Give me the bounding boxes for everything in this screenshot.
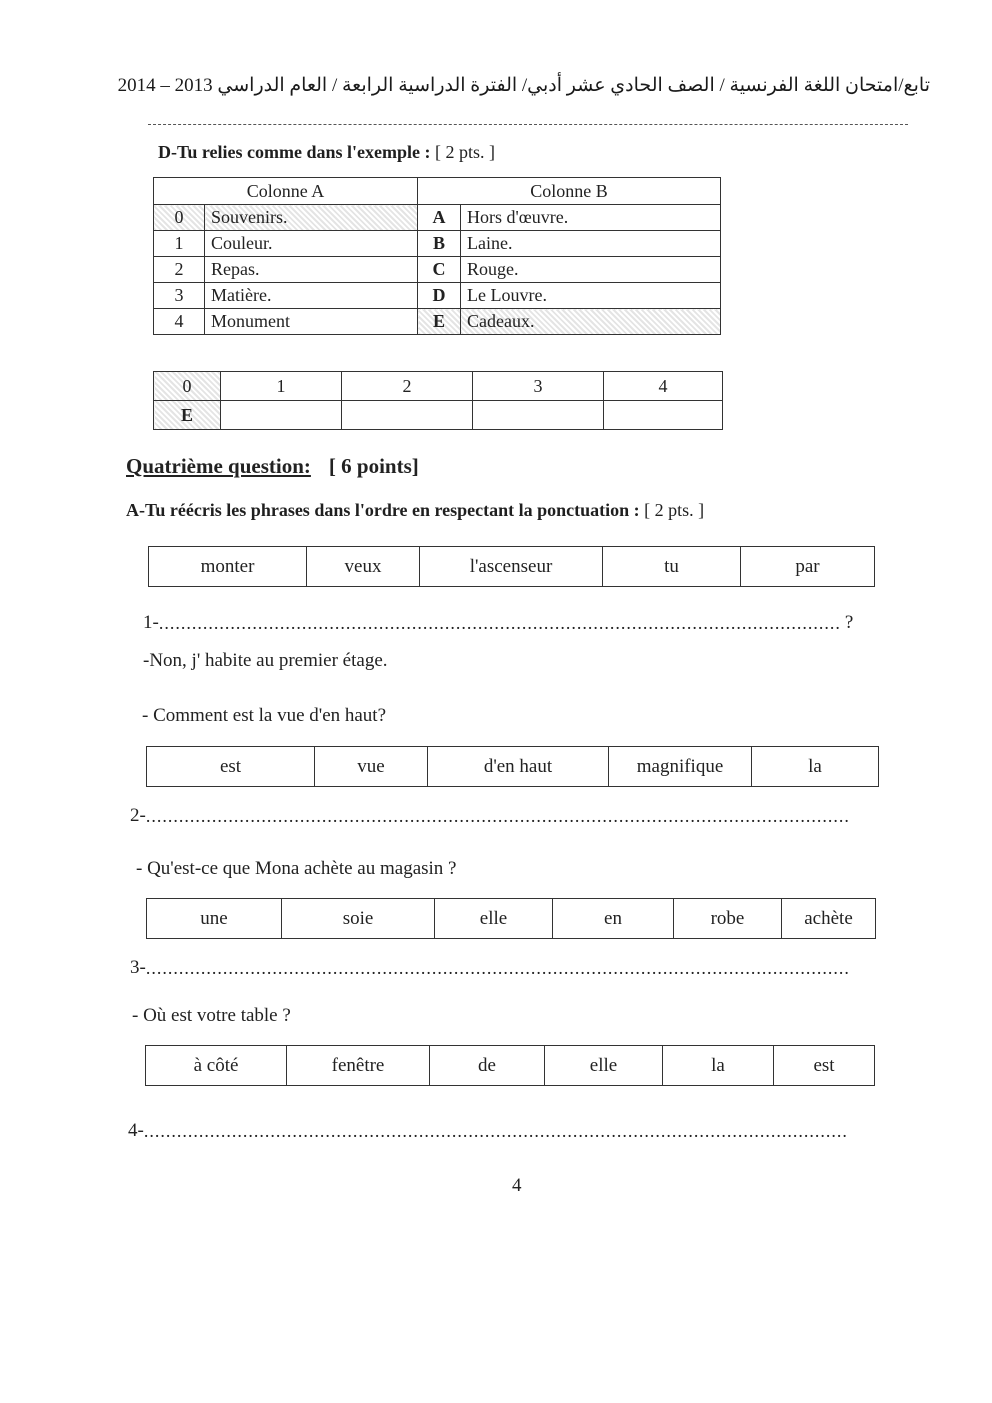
answer-label: 3- bbox=[130, 957, 146, 978]
word-tile: une bbox=[147, 899, 282, 939]
question-4-heading bbox=[126, 454, 419, 479]
table-row bbox=[154, 309, 721, 335]
dotted-line: ............................................................................................................................ bbox=[158, 613, 841, 633]
word-box-1 bbox=[148, 546, 875, 587]
word-tile: vue bbox=[315, 747, 428, 787]
answer-label: 2- bbox=[130, 805, 146, 826]
column-a-item: Repas. bbox=[205, 257, 418, 283]
word-tile: achète bbox=[782, 899, 876, 939]
word-box-2 bbox=[146, 746, 879, 787]
row-number: 4 bbox=[154, 309, 205, 335]
word-tile: par bbox=[741, 547, 875, 587]
row-letter: A bbox=[418, 205, 461, 231]
column-a-item: Monument bbox=[205, 309, 418, 335]
word-tile: fenêtre bbox=[287, 1046, 430, 1086]
answer-line-2[interactable] bbox=[130, 805, 870, 827]
answer-header: 3 bbox=[473, 372, 604, 401]
word-tile: est bbox=[774, 1046, 875, 1086]
word-tile: elle bbox=[545, 1046, 663, 1086]
answer-cell[interactable] bbox=[342, 401, 473, 430]
word-tile: la bbox=[752, 747, 879, 787]
answer-cell[interactable] bbox=[473, 401, 604, 430]
word-tile: veux bbox=[307, 547, 420, 587]
column-a-header: Colonne A bbox=[154, 178, 418, 205]
column-b-item: Le Louvre. bbox=[461, 283, 721, 309]
word-tile: en bbox=[553, 899, 674, 939]
row-number: 2 bbox=[154, 257, 205, 283]
dotted-line: ................................................................................................................................ bbox=[145, 806, 850, 826]
section-a-points: [ 2 pts. ] bbox=[644, 500, 705, 520]
prompt-2: - Comment est la vue d'en haut? bbox=[142, 705, 387, 726]
dotted-line: ................................................................................................................................ bbox=[145, 958, 850, 978]
exam-header: تابع/امتحان اللغة الفرنسية / الصف الحادي عشر أدبي/ الفترة الدراسية الرابعة / العام الدراسي 2013 – 2014 bbox=[117, 75, 930, 96]
row-number: 1 bbox=[154, 231, 205, 257]
table-row bbox=[154, 205, 721, 231]
word-tile: tu bbox=[603, 547, 741, 587]
answer-line-1[interactable] bbox=[143, 612, 873, 634]
table-row bbox=[154, 283, 721, 309]
column-b-item: Laine. bbox=[461, 231, 721, 257]
section-d-instruction: D-Tu relies comme dans l'exemple : bbox=[158, 142, 431, 162]
table-row bbox=[154, 231, 721, 257]
section-d-title bbox=[158, 142, 495, 163]
question-4-points: [ 6 points] bbox=[328, 454, 419, 478]
answer-grid bbox=[153, 371, 723, 430]
answer-cell: E bbox=[154, 401, 221, 430]
page-number: 4 bbox=[512, 1175, 522, 1196]
dotted-line: ................................................................................................................................ bbox=[143, 1121, 848, 1141]
answer-label: 4- bbox=[128, 1120, 144, 1141]
word-tile: de bbox=[430, 1046, 545, 1086]
word-tile: monter bbox=[149, 547, 307, 587]
word-tile: magnifique bbox=[609, 747, 752, 787]
question-4-title: Quatrième question: bbox=[126, 454, 311, 478]
section-d-points: [ 2 pts. ] bbox=[434, 142, 495, 162]
question-mark: ? bbox=[844, 612, 854, 633]
word-tile: à côté bbox=[146, 1046, 287, 1086]
word-tile: est bbox=[147, 747, 315, 787]
answer-cell[interactable] bbox=[221, 401, 342, 430]
column-b-item: Hors d'œuvre. bbox=[461, 205, 721, 231]
table-row bbox=[154, 257, 721, 283]
header-rule bbox=[148, 124, 908, 125]
section-a-instruction: A-Tu réécris les phrases dans l'ordre en respectant la ponctuation : bbox=[126, 500, 640, 520]
answer-line-4[interactable] bbox=[128, 1120, 870, 1142]
word-tile: elle bbox=[435, 899, 553, 939]
row-letter: B bbox=[418, 231, 461, 257]
row-number: 3 bbox=[154, 283, 205, 309]
column-b-header: Colonne B bbox=[418, 178, 721, 205]
context-answer: -Non, j' habite au premier étage. bbox=[143, 650, 388, 671]
answer-header: 0 bbox=[154, 372, 221, 401]
word-tile: soie bbox=[282, 899, 435, 939]
answer-header: 4 bbox=[604, 372, 723, 401]
answer-header: 2 bbox=[342, 372, 473, 401]
column-a-item: Souvenirs. bbox=[205, 205, 418, 231]
column-a-item: Matière. bbox=[205, 283, 418, 309]
word-tile: d'en haut bbox=[428, 747, 609, 787]
answer-cell[interactable] bbox=[604, 401, 723, 430]
row-number: 0 bbox=[154, 205, 205, 231]
word-tile: robe bbox=[674, 899, 782, 939]
word-tile: la bbox=[663, 1046, 774, 1086]
answer-line-3[interactable] bbox=[130, 957, 870, 979]
prompt-3: - Qu'est-ce que Mona achète au magasin ? bbox=[136, 858, 457, 879]
prompt-4: - Où est votre table ? bbox=[132, 1005, 291, 1026]
word-box-3 bbox=[146, 898, 876, 939]
answer-header: 1 bbox=[221, 372, 342, 401]
row-letter: C bbox=[418, 257, 461, 283]
row-letter: E bbox=[418, 309, 461, 335]
section-a-title bbox=[126, 500, 704, 521]
row-letter: D bbox=[418, 283, 461, 309]
column-b-item: Cadeaux. bbox=[461, 309, 721, 335]
word-tile: l'ascenseur bbox=[420, 547, 603, 587]
matching-table bbox=[153, 177, 721, 335]
answer-label: 1- bbox=[143, 612, 159, 633]
column-a-item: Couleur. bbox=[205, 231, 418, 257]
column-b-item: Rouge. bbox=[461, 257, 721, 283]
word-box-4 bbox=[145, 1045, 875, 1086]
